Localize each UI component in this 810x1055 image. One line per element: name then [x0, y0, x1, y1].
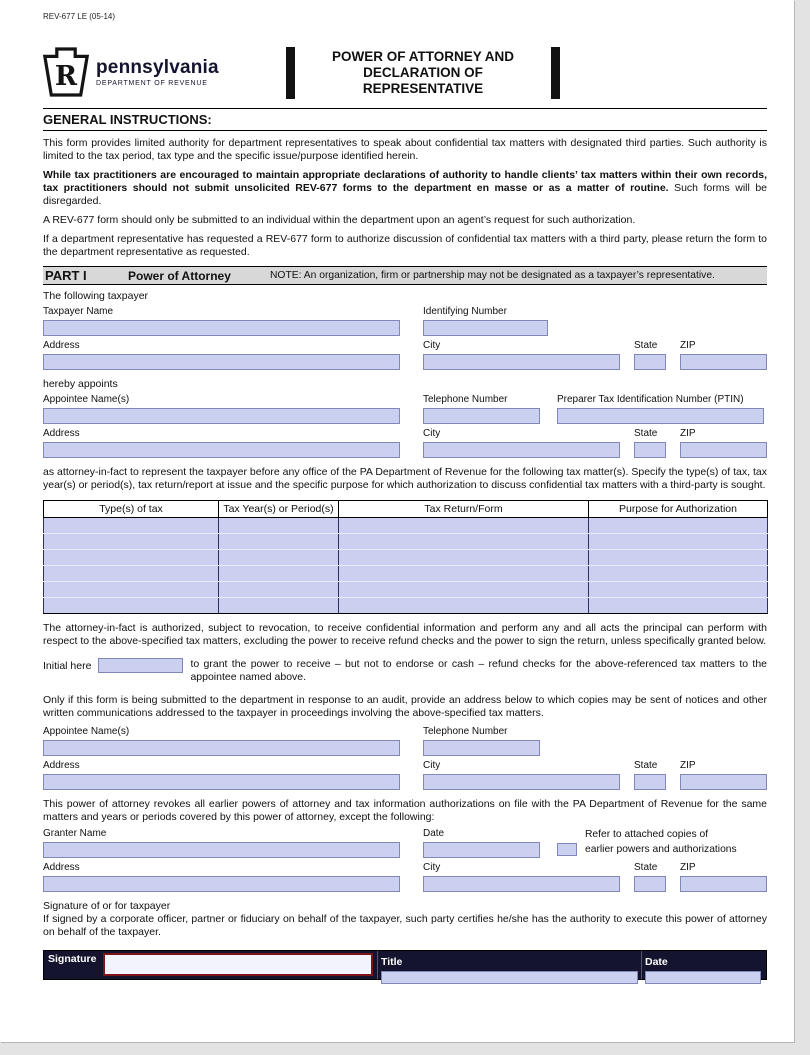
tax-cell-type[interactable]	[44, 598, 219, 614]
title-left-bar	[286, 47, 295, 99]
appointee-zip-input[interactable]	[680, 442, 767, 458]
tax-cell-type[interactable]	[44, 582, 219, 598]
initial-here-text: to grant the power to receive – but not to endorse or cash – refund checks for the above-referenced tax matters to the appointee named above.	[190, 658, 767, 683]
tax-table-row	[44, 582, 768, 598]
tax-cell-type[interactable]	[44, 534, 219, 550]
taxpayer-zip-label: ZIP	[680, 340, 696, 351]
tax-cell-purpose[interactable]	[589, 598, 768, 614]
audit-city-input[interactable]	[423, 774, 620, 790]
earlier-powers-checkbox[interactable]	[557, 843, 577, 856]
identifying-number-label: Identifying Number	[423, 306, 507, 317]
title-text	[305, 49, 541, 97]
revocation-paragraph: This power of attorney revokes all earlier powers of attorney and tax information authorizations on file with the PA Department of Revenue for the same matters and years or periods covered by this power of attorney, except the following:	[43, 798, 767, 823]
logo-letter: R	[54, 60, 78, 92]
ptin-input[interactable]	[557, 408, 764, 424]
form-number: REV-677 LE (05-14)	[43, 12, 116, 21]
granter-state-label: State	[634, 862, 658, 873]
taxpayer-intro: The following taxpayer	[43, 290, 149, 302]
tax-cell-form[interactable]	[339, 534, 589, 550]
tax-cell-purpose[interactable]	[589, 534, 768, 550]
initial-here-input[interactable]	[98, 658, 183, 673]
granter-name-label: Granter Name	[43, 828, 107, 839]
tax-cell-type[interactable]	[44, 550, 219, 566]
tax-cell-type[interactable]	[44, 518, 219, 534]
tax-cell-form[interactable]	[339, 598, 589, 614]
part1-title: Power of Attorney	[128, 268, 231, 283]
granter-city-input[interactable]	[423, 876, 620, 892]
appointee-address-input[interactable]	[43, 442, 400, 458]
column-header-type-of-tax: Type(s) of tax	[44, 501, 219, 518]
part1-bar	[43, 266, 767, 285]
column-header-purpose: Purpose for Authorization	[589, 501, 768, 518]
title-line-2: DECLARATION OF	[363, 65, 483, 80]
initial-here-label: Initial here	[43, 660, 92, 672]
tax-cell-year[interactable]	[219, 566, 339, 582]
tax-cell-purpose[interactable]	[589, 518, 768, 534]
tax-table-row	[44, 566, 768, 582]
instructions-paragraph-2-rest: Such forms will be disregarded.	[43, 182, 767, 207]
audit-paragraph: Only if this form is being submitted to the department in response to an audit, provide an address below to which copies may be sent of notices and other written communications addressed to the taxpayer in proceedings involving the above-specified tax matters.	[43, 694, 767, 719]
audit-address-label: Address	[43, 760, 80, 771]
tax-table-row	[44, 518, 768, 534]
taxpayer-name-input[interactable]	[43, 320, 400, 336]
appointee-city-input[interactable]	[423, 442, 620, 458]
appointee-state-input[interactable]	[634, 442, 666, 458]
granter-date-input[interactable]	[423, 842, 540, 858]
date-input[interactable]	[645, 971, 761, 984]
taxpayer-city-label: City	[423, 340, 441, 351]
logo-name: pennsylvania	[96, 57, 219, 78]
tax-cell-form[interactable]	[339, 582, 589, 598]
signature-label: Signature	[48, 953, 97, 965]
signature-table	[43, 950, 767, 980]
granter-name-input[interactable]	[43, 842, 400, 858]
identifying-number-input[interactable]	[423, 320, 548, 336]
title-right-bar	[551, 47, 560, 99]
column-header-tax-return-form: Tax Return/Form	[339, 501, 589, 518]
part1-note: NOTE: An organization, firm or partnership may not be designated as a taxpayer’s representative.	[270, 270, 715, 281]
taxpayer-state-input[interactable]	[634, 354, 666, 370]
tax-matters-table	[43, 500, 768, 614]
appointee-name-label: Appointee Name(s)	[43, 394, 130, 405]
date-label: Date	[645, 956, 668, 968]
audit-appointee-name-input[interactable]	[43, 740, 400, 756]
tax-cell-form[interactable]	[339, 550, 589, 566]
tax-cell-form[interactable]	[339, 518, 589, 534]
tax-cell-type[interactable]	[44, 566, 219, 582]
audit-state-label: State	[634, 760, 658, 771]
column-header-tax-years: Tax Year(s) or Period(s)	[219, 501, 339, 518]
refer-attached-block	[557, 828, 764, 856]
audit-city-label: City	[423, 760, 441, 771]
part1-label: PART I	[45, 268, 87, 283]
authorization-paragraph: The attorney-in-fact is authorized, subject to revocation, to receive confidential information and perform any and all acts the principal can perform with respect to the above-specified tax matters, excluding the power to receive refund checks and the power to sign the return, unless specifically granted below.	[43, 622, 767, 647]
granter-date-label: Date	[423, 828, 445, 839]
tax-cell-year[interactable]	[219, 598, 339, 614]
tax-cell-purpose[interactable]	[589, 582, 768, 598]
refer-attached-line-1: Refer to attached copies of	[585, 829, 709, 840]
tax-table-row	[44, 534, 768, 550]
appointee-intro: hereby appoints	[43, 378, 118, 390]
taxpayer-city-input[interactable]	[423, 354, 620, 370]
signature-caption: Signature of or for taxpayer	[43, 900, 171, 912]
tax-cell-year[interactable]	[219, 534, 339, 550]
tax-cell-year[interactable]	[219, 518, 339, 534]
tax-cell-year[interactable]	[219, 582, 339, 598]
taxpayer-address-input[interactable]	[43, 354, 400, 370]
logo-text	[96, 57, 219, 87]
taxpayer-address-label: Address	[43, 340, 80, 351]
appointee-zip-label: ZIP	[680, 428, 696, 439]
appointee-name-input[interactable]	[43, 408, 400, 424]
granter-state-input[interactable]	[634, 876, 666, 892]
appointee-city-label: City	[423, 428, 441, 439]
tax-table-header-row	[44, 501, 768, 518]
audit-state-input[interactable]	[634, 774, 666, 790]
audit-telephone-input[interactable]	[423, 740, 540, 756]
general-instructions-heading: GENERAL INSTRUCTIONS:	[43, 108, 767, 131]
instructions-paragraph-2	[43, 169, 767, 208]
ptin-label: Preparer Tax Identification Number (PTIN)	[557, 394, 744, 405]
appointee-address-label: Address	[43, 428, 80, 439]
initial-here-row	[43, 658, 767, 684]
appointee-telephone-label: Telephone Number	[423, 394, 508, 405]
appointee-telephone-input[interactable]	[423, 408, 540, 424]
granter-address-input[interactable]	[43, 876, 400, 892]
instructions-paragraph-3: A REV-677 form should only be submitted to an individual within the department upon an agent’s request for such authorization.	[43, 214, 636, 226]
instructions-paragraph-1: This form provides limited authority for department representatives to speak about confidential tax matters with designated third parties. Such authority is limited to the tax period, tax type and the specific issue/purpose identified herein.	[43, 137, 767, 162]
audit-zip-label: ZIP	[680, 760, 696, 771]
granter-zip-input[interactable]	[680, 876, 767, 892]
appointee-state-label: State	[634, 428, 658, 439]
tax-cell-purpose[interactable]	[589, 550, 768, 566]
granter-zip-label: ZIP	[680, 862, 696, 873]
taxpayer-zip-input[interactable]	[680, 354, 767, 370]
title-label: Title	[381, 956, 403, 968]
tax-cell-form[interactable]	[339, 566, 589, 582]
instructions-paragraph-2-bold: While tax practitioners are encouraged to maintain appropriate declarations of authority to handle clients’ tax matters within their own records, tax practitioners should not submit unsolicited REV-677 forms to the department en masse or as a matter of routine.	[43, 169, 767, 194]
audit-appointee-name-label: Appointee Name(s)	[43, 726, 130, 737]
title-line-1: POWER OF ATTORNEY AND	[331, 49, 514, 64]
audit-telephone-label: Telephone Number	[423, 726, 508, 737]
tax-table-row	[44, 598, 768, 614]
audit-address-input[interactable]	[43, 774, 400, 790]
signature-input[interactable]	[103, 953, 373, 976]
taxpayer-state-label: State	[634, 340, 658, 351]
instructions-paragraph-4: If a department representative has requested a REV-677 form to authorize discussion of confidential tax matters with a third party, please return the form to the department representative as requested.	[43, 233, 767, 258]
keystone-icon	[43, 47, 89, 97]
audit-zip-input[interactable]	[680, 774, 767, 790]
form-title	[286, 47, 560, 99]
refer-attached-line-2: earlier powers and authorizations	[585, 844, 737, 855]
tax-cell-purpose[interactable]	[589, 566, 768, 582]
granter-address-label: Address	[43, 862, 80, 873]
title-input[interactable]	[381, 971, 638, 984]
logo-dept: DEPARTMENT OF REVENUE	[96, 80, 208, 87]
taxpayer-name-label: Taxpayer Name	[43, 306, 114, 317]
title-line-3: REPRESENTATIVE	[362, 81, 484, 96]
tax-cell-year[interactable]	[219, 550, 339, 566]
tax-matters-paragraph: as attorney-in-fact to represent the taxpayer before any office of the PA Department of Revenue for the following tax matter(s). Specify the type(s) of tax, tax year(s) or period(s), tax return/report at issue and the specific purpose for which authorization to discuss confidential tax matters with a third-party is sought.	[43, 466, 767, 491]
granter-city-label: City	[423, 862, 441, 873]
tax-table-row	[44, 550, 768, 566]
form-header	[43, 47, 767, 105]
signature-certification: If signed by a corporate officer, partner or fiduciary on behalf of the taxpayer, such party certifies he/she has the authority to execute this power of attorney on behalf of the taxpayer.	[43, 913, 767, 938]
